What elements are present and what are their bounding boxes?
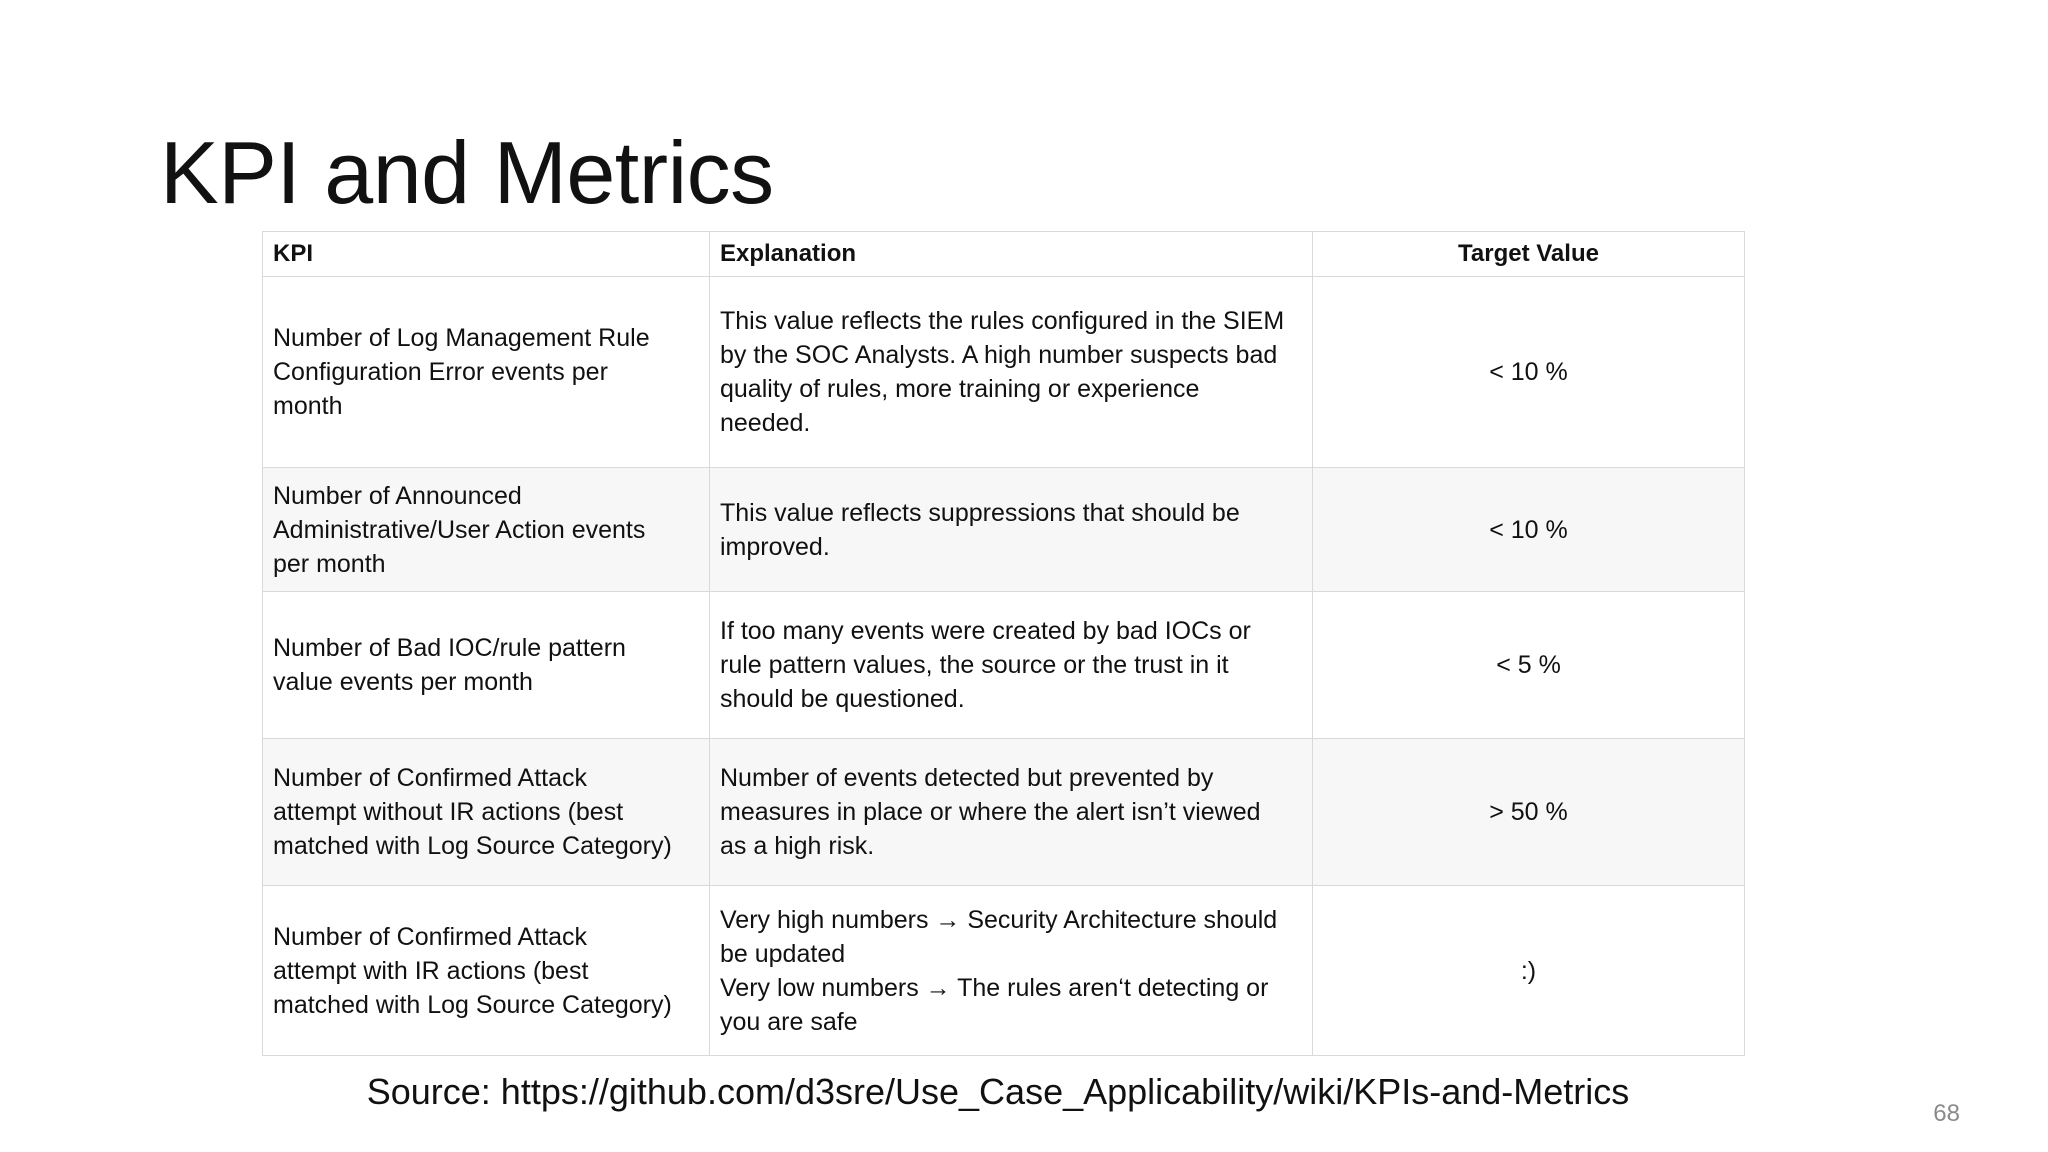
page-number: 68: [1933, 1100, 1960, 1127]
kpi-cell: Number of Confirmed Attack attempt with IR actions (best matched with Log Source Category): [263, 886, 710, 1056]
table-row: [263, 886, 1745, 1056]
table-header-row: [263, 232, 1745, 277]
target-value-cell: < 5 %: [1313, 592, 1745, 739]
table-row: [263, 739, 1745, 886]
target-value-cell: > 50 %: [1313, 739, 1745, 886]
kpi-cell: Number of Confirmed Attack attempt without IR actions (best matched with Log Source Category): [263, 739, 710, 886]
kpi-table: [262, 231, 1745, 1056]
target-value-cell: :): [1313, 886, 1745, 1056]
kpi-cell: Number of Announced Administrative/User Action events per month: [263, 468, 710, 592]
target-value-cell: < 10 %: [1313, 277, 1745, 468]
explanation-cell: If too many events were created by bad IOCs or rule pattern values, the source or the trust in it should be questioned.: [710, 592, 1313, 739]
table-row: [263, 277, 1745, 468]
source-citation: Source: https://github.com/d3sre/Use_Case_Applicability/wiki/KPIs-and-Metrics: [366, 1071, 1630, 1112]
explanation-cell: Very high numbers → Security Architecture should be updated Very low numbers → The rules aren‘t detecting or you are safe: [710, 886, 1313, 1056]
kpi-cell: Number of Bad IOC/rule pattern value events per month: [263, 592, 710, 739]
explanation-cell: This value reflects the rules configured in the SIEM by the SOC Analysts. A high number suspects bad quality of rules, more training or experience needed.: [710, 277, 1313, 468]
kpi-cell: Number of Log Management Rule Configuration Error events per month: [263, 277, 710, 468]
explanation-cell: Number of events detected but prevented by measures in place or where the alert isn’t viewed as a high risk.: [710, 739, 1313, 886]
table-row: [263, 592, 1745, 739]
table-row: [263, 468, 1745, 592]
slide-title: KPI and Metrics: [160, 123, 774, 222]
header-target-value: Target Value: [1313, 232, 1745, 277]
explanation-cell: This value reflects suppressions that should be improved.: [710, 468, 1313, 592]
target-value-cell: < 10 %: [1313, 468, 1745, 592]
header-explanation: Explanation: [710, 232, 1313, 277]
header-kpi: KPI: [263, 232, 710, 277]
